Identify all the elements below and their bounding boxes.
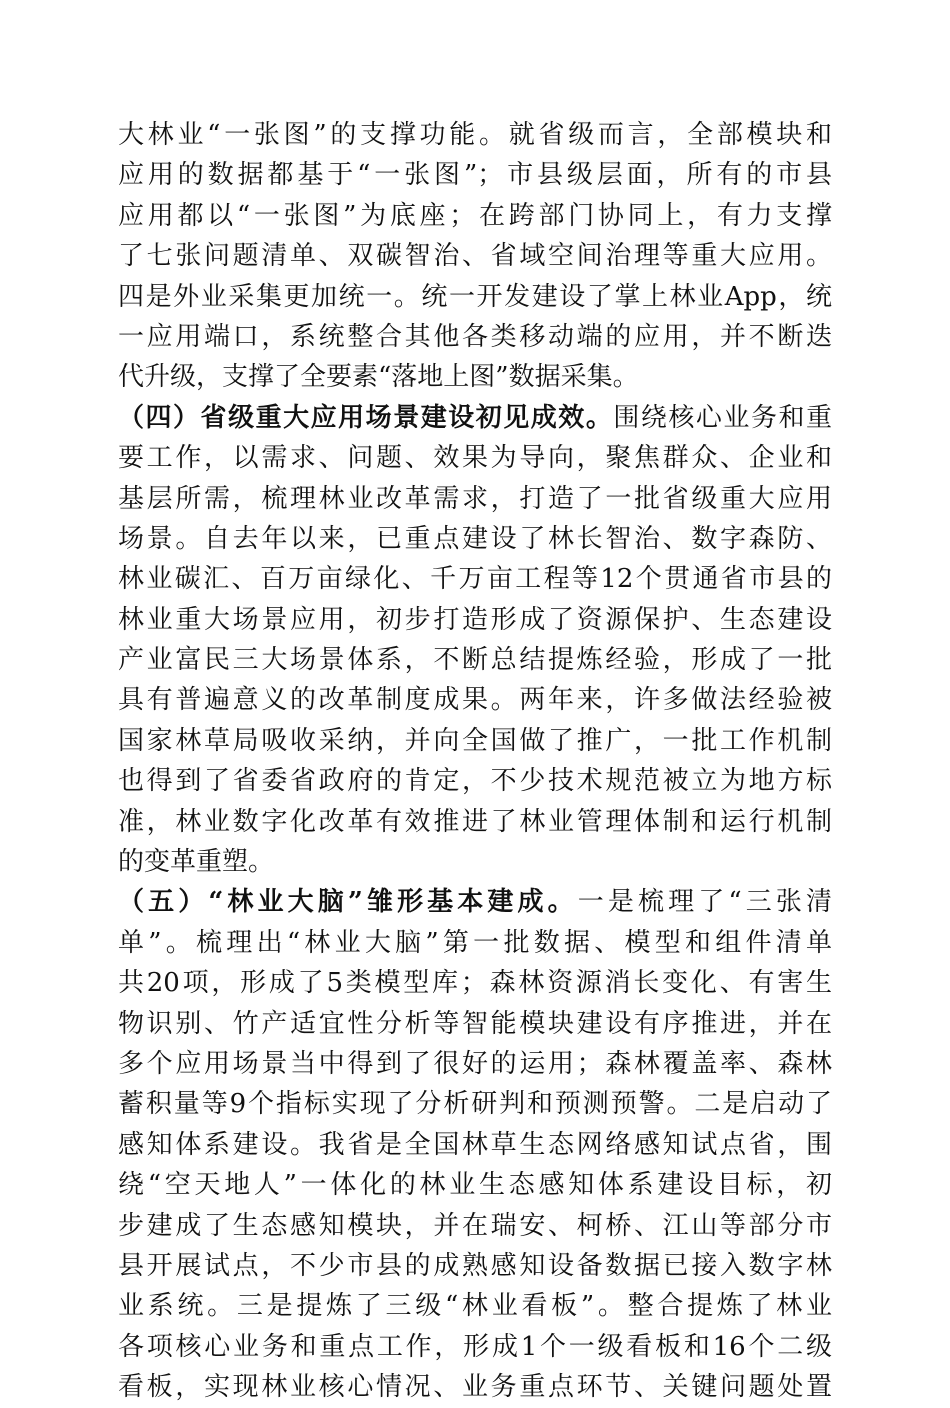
text-line: 各项核心业务和重点工作，形成1个一级看板和16个二级 bbox=[118, 1331, 832, 1362]
text-line: 县开展试点，不少市县的成熟感知设备数据已接入数字林 bbox=[118, 1250, 832, 1281]
text-line: 四是外业采集更加统一。统一开发建设了掌上林业App，统 bbox=[118, 281, 832, 312]
text-line: 大林业“一张图”的支撑功能。就省级而言，全部模块和 bbox=[118, 120, 832, 150]
text-line: 国家林草局吸收采纳，并向全国做了推广，一批工作机制 bbox=[118, 725, 832, 756]
section-heading: （四）省级重大应用场景建设初见成效。 bbox=[118, 402, 614, 433]
text-line: 业系统。三是提炼了三级“林业看板”。整合提炼了林业 bbox=[118, 1291, 832, 1322]
section-heading-line bbox=[118, 398, 832, 438]
section-heading-continuation: 一是梳理了“三张清 bbox=[577, 887, 832, 918]
document-body bbox=[118, 115, 832, 1408]
text-line: 步建成了生态感知模块，并在瑞安、柯桥、江山等部分市 bbox=[118, 1210, 832, 1241]
text-line: 感知体系建设。我省是全国林草生态网络感知试点省，围 bbox=[118, 1129, 832, 1160]
text-line: 绕“空天地人”一体化的林业生态感知体系建设目标，初 bbox=[118, 1170, 832, 1201]
text-line: 准，林业数字化改革有效推进了林业管理体制和运行机制 bbox=[118, 806, 832, 837]
text-line: 要工作，以需求、问题、效果为导向，聚焦群众、企业和 bbox=[118, 443, 832, 474]
text-line: 的变革重塑。 bbox=[118, 847, 275, 878]
text-line: 基层所需，梳理林业改革需求，打造了一批省级重大应用 bbox=[118, 483, 832, 514]
text-line: 林业碳汇、百万亩绿化、千万亩工程等12个贯通省市县的 bbox=[118, 564, 832, 595]
text-line: 蓄积量等9个指标实现了分析研判和预测预警。二是启动了 bbox=[118, 1089, 832, 1120]
section-heading-line bbox=[118, 882, 832, 922]
text-line: 单”。梳理出“林业大脑”第一批数据、模型和组件清单 bbox=[118, 927, 832, 958]
text-line: 多个应用场景当中得到了很好的运用；森林覆盖率、森林 bbox=[118, 1048, 832, 1079]
text-line: 应用的数据都基于“一张图”；市县级层面，所有的市县 bbox=[118, 160, 832, 191]
text-line: 具有普遍意义的改革制度成果。两年来，许多做法经验被 bbox=[118, 685, 832, 716]
text-line: 看板，实现林业核心情况、业务重点环节、关键问题处置 bbox=[118, 1372, 832, 1403]
text-line: 物识别、竹产适宜性分析等智能模块建设有序推进，并在 bbox=[118, 1008, 832, 1039]
text-line: 共20项，形成了5类模型库；森林资源消长变化、有害生 bbox=[118, 968, 832, 999]
text-line: 代升级，支撑了全要素“落地上图”数据采集。 bbox=[118, 362, 639, 393]
text-line: 了七张问题清单、双碳智治、省域空间治理等重大应用。 bbox=[118, 241, 832, 272]
text-line: 一应用端口，系统整合其他各类移动端的应用，并不断迭 bbox=[118, 321, 832, 352]
section-heading-continuation: 围绕核心业务和重 bbox=[613, 402, 832, 433]
text-line: 也得到了省委省政府的肯定，不少技术规范被立为地方标 bbox=[118, 766, 832, 797]
text-line: 林业重大场景应用，初步打造形成了资源保护、生态建设 bbox=[118, 604, 832, 635]
text-line: 产业富民三大场景体系，不断总结提炼经验，形成了一批 bbox=[118, 645, 832, 676]
section-heading: （五）“林业大脑”雏形基本建成。 bbox=[118, 887, 578, 918]
text-line: 场景。自去年以来，已重点建设了林长智治、数字森防、 bbox=[118, 523, 832, 554]
text-line: 应用都以“一张图”为底座；在跨部门协同上，有力支撑 bbox=[118, 200, 832, 231]
